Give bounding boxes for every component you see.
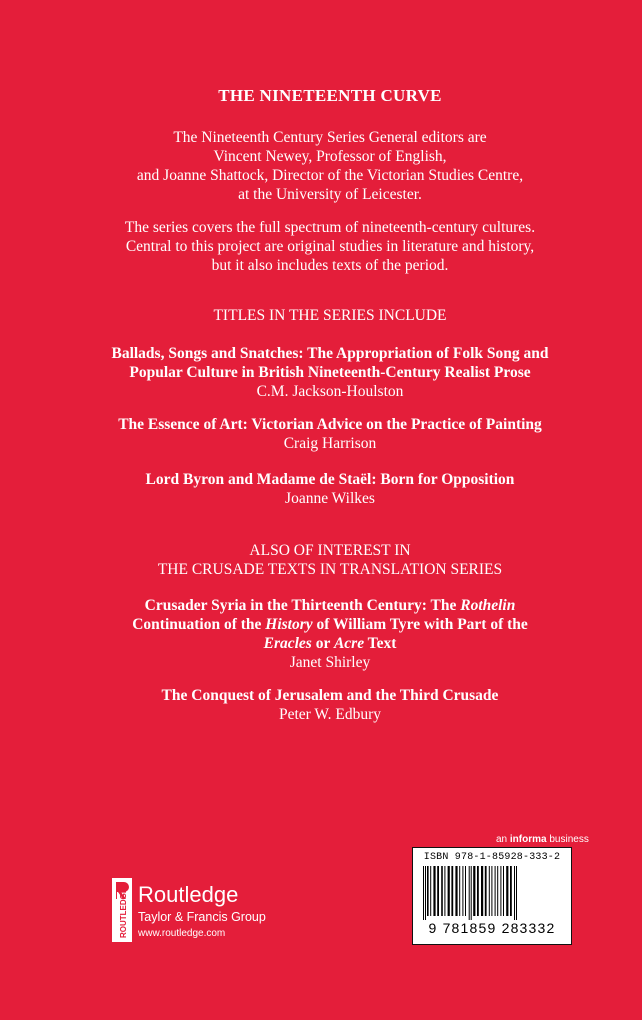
barcode-bar <box>425 866 426 920</box>
barcode-bar <box>495 866 496 916</box>
barcode-bar <box>497 866 498 916</box>
barcode-bar <box>444 866 445 916</box>
logo-vertical-text: ROUTLEDGE <box>119 887 128 938</box>
title-part: Continuation of the <box>132 616 266 633</box>
title-italic: History <box>265 616 313 633</box>
barcode-bar <box>465 866 466 916</box>
barcode-bar <box>491 866 492 916</box>
barcode-bar <box>471 866 472 920</box>
interest-heading <box>60 541 600 579</box>
title-italic: Eracles <box>263 635 312 652</box>
informa-suffix: business <box>546 834 589 845</box>
barcode-bar <box>448 866 450 916</box>
barcode-bar <box>459 866 460 916</box>
barcode-bar <box>441 866 443 916</box>
barcode-bar <box>489 866 490 916</box>
isbn-barcode <box>412 847 572 945</box>
barcode-bar <box>481 866 483 916</box>
title-part: of William Tyre with Part of the <box>312 616 528 633</box>
title-italic: Acre <box>333 635 365 652</box>
book-author: Craig Harrison <box>283 435 377 452</box>
editors-paragraph <box>60 128 600 204</box>
title-part: Crusader Syria in the Thirteenth Century: The <box>144 597 461 614</box>
barcode-bar <box>485 866 487 916</box>
book-title-line: The Conquest of Jerusalem and the Third Crusade <box>161 687 499 704</box>
book-title-line <box>60 596 600 615</box>
barcode-bar <box>437 866 439 916</box>
book-author: Joanne Wilkes <box>285 490 375 507</box>
barcode-bar <box>430 866 431 916</box>
informa-prefix: an <box>496 834 510 845</box>
editors-line: and Joanne Shattock, Director of the Victorian Studies Centre, <box>136 167 524 184</box>
series-description <box>60 218 600 275</box>
barcode-bar <box>500 866 501 916</box>
book-title-line: Ballads, Songs and Snatches: The Appropriation of Folk Song and <box>111 345 549 362</box>
barcode-bar <box>473 866 475 916</box>
title-part: Text <box>364 635 397 652</box>
book-title-line <box>60 615 600 634</box>
interest-heading-line: THE CRUSADE TEXTS IN TRANSLATION SERIES <box>157 561 503 578</box>
crusade-book-entry <box>60 686 600 724</box>
series-title: THE NINETEENTH CURVE <box>218 86 442 105</box>
book-title-line: Popular Culture in British Nineteenth-Century Realist Prose <box>129 364 531 381</box>
book-title-line: Lord Byron and Madame de Staël: Born for Opposition <box>145 471 515 488</box>
book-entry <box>60 470 600 508</box>
description-line: but it also includes texts of the period. <box>211 257 449 274</box>
barcode-bar <box>427 866 429 916</box>
barcode-bar <box>433 866 435 916</box>
barcode-bars <box>421 866 565 920</box>
book-author: Janet Shirley <box>289 654 371 671</box>
book-title-line: The Essence of Art: Victorian Advice on the Practice of Painting <box>118 416 542 433</box>
book-entry <box>60 415 600 453</box>
barcode-bar <box>423 866 424 920</box>
editors-line: The Nineteenth Century Series General editors are <box>173 129 487 146</box>
barcode-bar <box>516 866 517 920</box>
barcode-number: 9 781859 283332 <box>428 920 556 936</box>
barcode-bar <box>451 866 453 916</box>
barcode-bar <box>455 866 457 916</box>
publisher-logo <box>110 878 330 942</box>
publisher-group: Taylor & Francis Group <box>138 910 266 924</box>
barcode-bar <box>506 866 508 916</box>
barcode-bar <box>469 866 470 920</box>
barcode-bar <box>510 866 512 916</box>
editors-line: Vincent Newey, Professor of English, <box>213 148 447 165</box>
barcode-bar <box>462 866 463 916</box>
crusade-book-entry <box>60 596 600 672</box>
informa-brand: informa <box>509 834 547 845</box>
book-entry <box>60 344 600 401</box>
interest-heading-line: ALSO OF INTEREST IN <box>249 542 411 559</box>
isbn-text: ISBN 978-1-85928-333-2 <box>423 852 561 863</box>
titles-heading: TITLES IN THE SERIES INCLUDE <box>213 307 447 324</box>
book-author: Peter W. Edbury <box>278 706 382 723</box>
title-italic: Rothelin <box>460 597 516 614</box>
barcode-bar <box>503 866 504 916</box>
description-line: The series covers the full spectrum of nineteenth-century cultures. <box>124 219 536 236</box>
book-title-line <box>60 634 600 653</box>
barcode-bar <box>477 866 479 916</box>
publisher-url: www.routledge.com <box>138 928 226 939</box>
description-line: Central to this project are original studies in literature and history, <box>125 238 535 255</box>
editors-line: at the University of Leicester. <box>238 186 422 203</box>
barcode-bar <box>514 866 515 920</box>
routledge-mark-icon <box>110 878 134 942</box>
publisher-name: Routledge <box>138 882 239 907</box>
title-part: or <box>311 635 334 652</box>
informa-tagline <box>496 834 589 845</box>
book-author: C.M. Jackson-Houlston <box>256 383 404 400</box>
